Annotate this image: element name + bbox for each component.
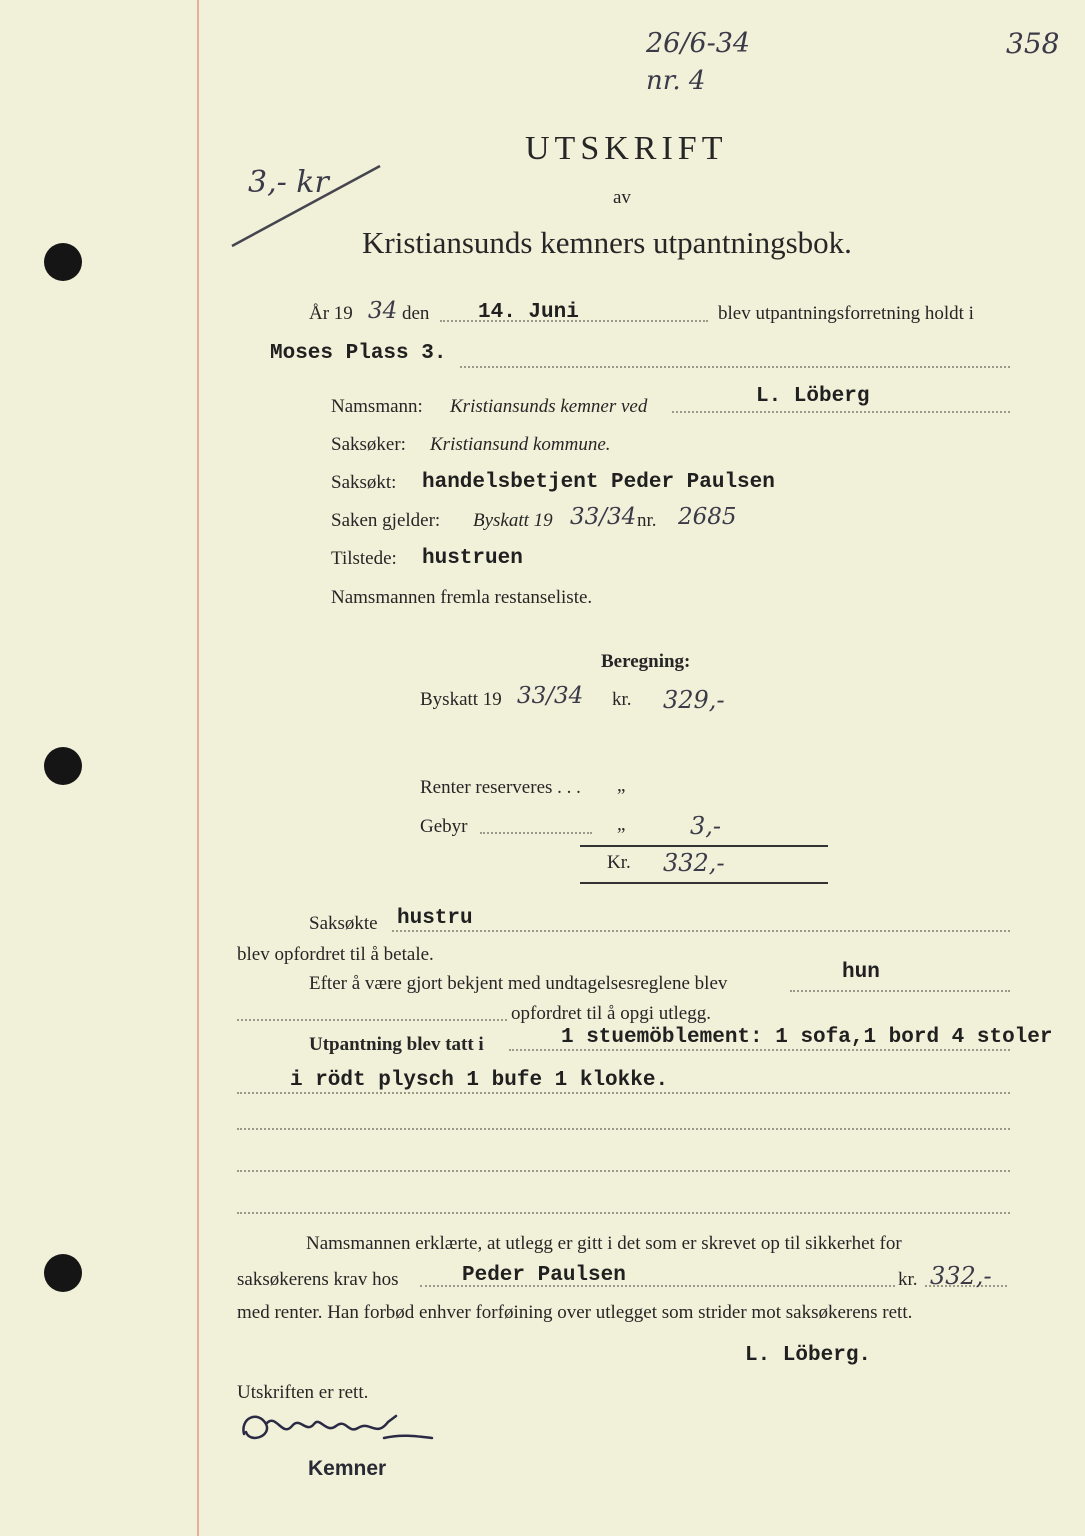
erklaerte-text: Namsmannen erklærte, at utlegg er gitt i det som er skrevet op til sikkerhet for [306, 1233, 902, 1254]
gebyr-mark: „ [617, 814, 626, 835]
margin-note: 3,- kr [248, 165, 329, 200]
krav-label: saksøkerens krav hos [237, 1269, 399, 1290]
opfordret-betale: blev opfordret til å betale. [237, 944, 434, 965]
utpantning-line-1: 1 stuemöblement: 1 sofa,1 bord 4 stoler [561, 1026, 1053, 1049]
title-av: av [613, 187, 631, 208]
byskatt-label: Byskatt 19 [420, 689, 502, 710]
page-number: 358 [1006, 27, 1060, 60]
sum-line [580, 845, 828, 847]
tilstede-value: hustruen [422, 547, 523, 570]
beregning-heading: Beregning: [601, 651, 691, 672]
saken-year: 33/34 [570, 504, 637, 530]
byskatt-year: 33/34 [517, 683, 584, 709]
saksoker-label: Saksøker: [331, 434, 406, 455]
renter-label: Renter reserveres . . . [420, 777, 581, 798]
efter-text: Efter å være gjort bekjent med undtagelsesreglene blev [309, 973, 728, 994]
saken-printed: Byskatt 19 [473, 510, 553, 531]
opgi-text: opfordret til å opgi utlegg. [511, 1003, 711, 1024]
document-title: UTSKRIFT [525, 130, 728, 167]
gebyr-amount: 3,- [690, 812, 722, 840]
date-value: 14. Juni [478, 301, 579, 324]
punch-hole-bottom [44, 1254, 82, 1292]
total-label: Kr. [607, 852, 631, 873]
total-underline [580, 882, 828, 884]
saksoker-value: Kristiansund kommune. [430, 434, 611, 455]
margin-rule [197, 0, 199, 1536]
fremla-text: Namsmannen fremla restanseliste. [331, 587, 593, 608]
utpantning-label: Utpantning blev tatt i [309, 1034, 484, 1055]
krav-name: Peder Paulsen [462, 1264, 626, 1287]
saken-nr-value: 2685 [678, 504, 737, 530]
renter-text: med renter. Han forbød enhver forføining over utlegget som strider mot saksøkerens rett. [237, 1302, 913, 1323]
year-value: 34 [368, 298, 398, 324]
krav-kr: kr. [898, 1269, 918, 1290]
location-value: Moses Plass 3. [270, 342, 447, 365]
year-label: År 19 [309, 303, 353, 324]
document-subtitle: Kristiansunds kemners utpantningsbok. [362, 225, 852, 260]
saksokt-label: Saksøkt: [331, 472, 397, 493]
utpantning-line-2: i rödt plysch 1 bufe 1 klokke. [290, 1069, 669, 1092]
handwritten-signature [236, 1404, 436, 1450]
punch-hole-middle [44, 747, 82, 785]
saksokte-value: hustru [397, 907, 473, 930]
total-amount: 332,- [663, 849, 725, 877]
namsmann-printed: Kristiansunds kemner ved [450, 396, 648, 417]
namsmann-value: L. Löberg [756, 385, 870, 408]
den-label: den [402, 303, 430, 324]
kemner-stamp: Kemner [308, 1457, 387, 1480]
saken-nr-label: nr. [637, 510, 657, 531]
saken-label: Saken gjelder: [331, 510, 441, 531]
signature-typed: L. Löberg. [745, 1344, 872, 1367]
annotation-number: nr. 4 [646, 66, 706, 96]
saksokt-value: handelsbetjent Peder Paulsen [422, 471, 775, 494]
krav-amount: 332,- [930, 1262, 992, 1290]
tilstede-label: Tilstede: [331, 548, 397, 569]
annotation-date: 26/6-34 [646, 28, 751, 59]
byskatt-kr: kr. [612, 689, 632, 710]
efter-value: hun [842, 961, 880, 984]
saksokte-label: Saksøkte [309, 913, 378, 934]
byskatt-amount: 329,- [663, 686, 725, 714]
namsmann-label: Namsmann: [331, 396, 423, 417]
rett-text: Utskriften er rett. [237, 1382, 369, 1403]
punch-hole-top [44, 243, 82, 281]
held-label: blev utpantningsforretning holdt i [718, 303, 974, 324]
renter-mark: „ [617, 775, 626, 796]
gebyr-label: Gebyr [420, 816, 468, 837]
